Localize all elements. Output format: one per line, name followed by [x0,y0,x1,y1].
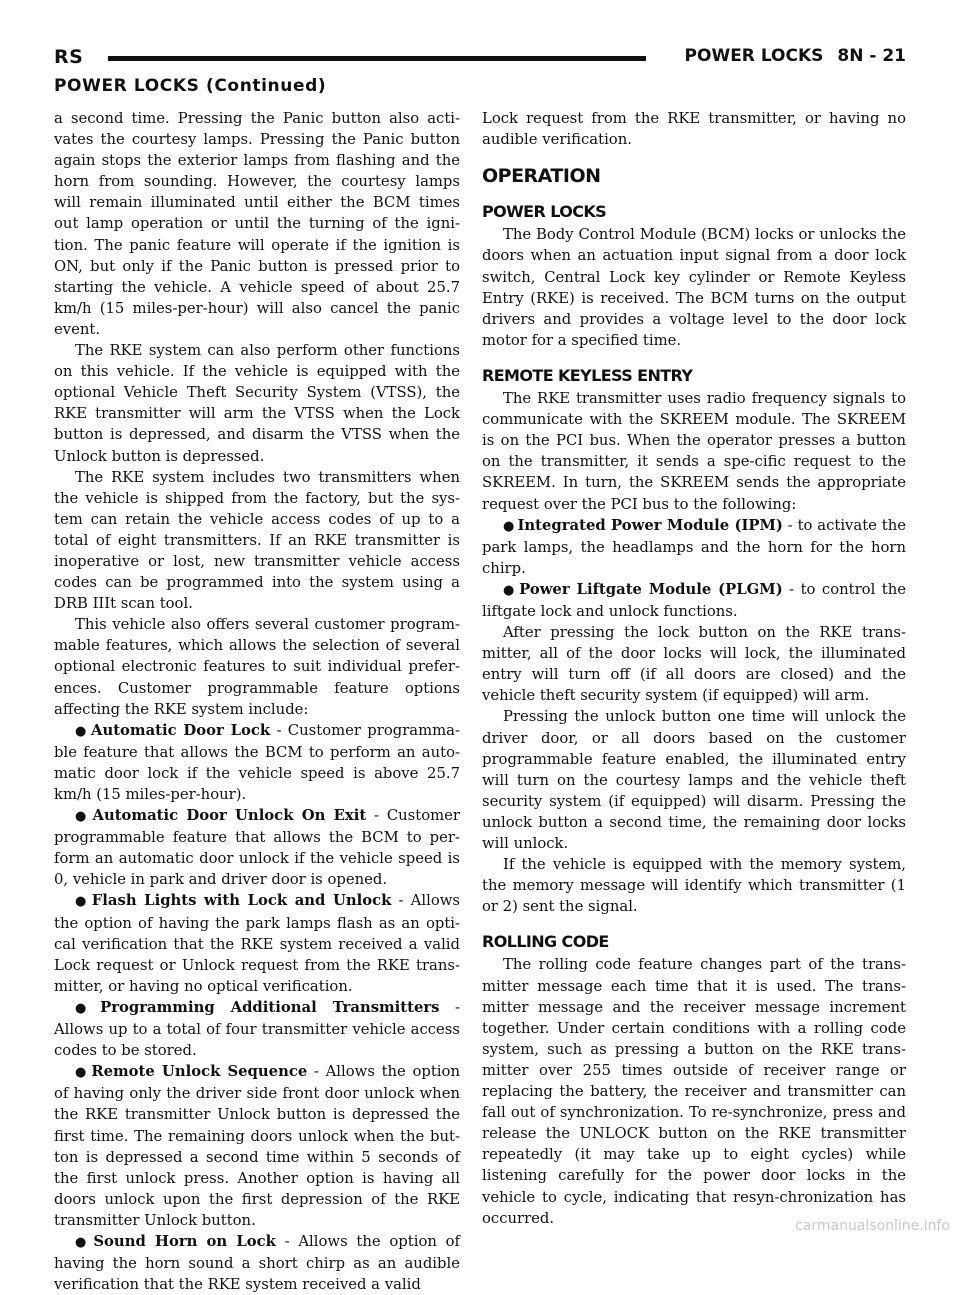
bullet-text: - to control the liftgate lock and unlock functions. [482,580,906,620]
header-title: POWER LOCKS [684,46,824,66]
section-continued-title: POWER LOCKS (Continued) [54,76,327,96]
bullet-item [54,1061,460,1231]
bullet-icon: ● [75,894,89,910]
left-column [54,108,460,1295]
bullet-item [54,805,460,890]
bullet-item [54,1231,460,1295]
watermark: carmanualsonline.info [795,1218,950,1234]
rolling-code-heading: ROLLING CODE [482,932,609,952]
bullet-icon: ● [75,1065,89,1081]
bullet-icon: ● [503,518,515,534]
bullet-term: Remote Unlock Sequence [91,1063,308,1081]
paragraph: After pressing the lock button on the RKE trans-mitter, all of the door locks will lock, the illuminated entry will turn off (if all doors are closed) and the vehicle theft security system (if equipped) will arm. [482,624,906,705]
bullet-term: Integrated Power Module (IPM) [517,516,783,534]
paragraph: If the vehicle is equipped with the memory system, the memory message will identify which transmitter (1 or 2) sent the signal. [482,856,906,916]
bullet-icon: ● [75,809,90,825]
paragraph: The RKE system can also perform other functions on this vehicle. If the vehicle is equipped with the optional Vehicle Theft Security System (VTSS), the RKE transmitter will arm the VTSS when the Lock button is depressed, and disarm the VTSS when the Unlock button is depressed. [54,342,460,465]
bullet-term: Automatic Door Lock [90,721,271,739]
bullet-term: Automatic Door Unlock On Exit [92,807,367,825]
header-title-group [685,46,906,66]
paragraph: Pressing the unlock button one time will unlock the driver door, or all doors based on the customer programmable feature enabled, the illuminated entry will turn on the courtesy lamps and the vehicle theft security system (if equipped) will disarm. Pressing the unlock button a second time, the remaining door locks will unlock. [482,708,906,852]
operation-heading: OPERATION [482,165,601,188]
paragraph: The Body Control Module (BCM) locks or unlocks the doors when an actuation input signal from a door lock switch, Central Lock key cylinder or Remote Keyless Entry (RKE) is received. The BCM turns on the output drivers and provides a voltage level to the door lock motor for a specified time. [482,226,906,349]
bullet-term: Programming Additional Transmitters [100,998,440,1016]
bullet-item [54,997,460,1061]
bullet-item [54,890,460,996]
bullet-text: - Allows the option of having only the driver side front door unlock when the RKE transmitter Unlock button is depressed the first time. The remaining doors unlock when the but-ton is depressed a second time within 5 seconds of the first unlock press. Another option is having all doors unlock upon the first depression of the RKE transmitter Unlock button. [54,1063,460,1229]
power-locks-heading: POWER LOCKS [482,202,607,222]
manual-code: RS [54,46,84,68]
paragraph: The rolling code feature changes part of the trans-mitter message each time that it is used. The trans-mitter message and the receiver message increment together. Under certain conditions with a rolling code system, such as pressing a button on the RKE trans-mitter over 255 times outside of receiver range or replacing the battery, the receiver and transmitter can fall out of synchronization. To re-synchronize, press and release the UNLOCK button on the RKE transmitter repeatedly (it may take up to eight cycles) while listening carefully for the power door locks in the vehicle to cycle, indicating that resyn-chronization has occurred. [482,956,906,1227]
bullet-text: - Allows the option of having the park lamps flash as an opti-cal verification that the RKE system received a valid Lock request or Unlock request from the RKE trans-mitter, or having no optical verification. [54,892,460,995]
bullet-term: Flash Lights with Lock and Unlock [91,892,392,910]
paragraph: Lock request from the RKE transmitter, or having no audible verification. [482,110,906,149]
bullet-icon: ● [75,1000,98,1016]
bullet-text: - Allows up to a total of four transmitter vehicle access codes to be stored. [54,998,460,1060]
bullet-text: - to activate the park lamps, the headlamps and the horn for the horn chirp. [482,516,906,577]
paragraph: The RKE system includes two transmitters when the vehicle is shipped from the factory, but the sys-tem can retain the vehicle access codes of up to a total of eight transmitters. If an RKE transmitter is inoperative or lost, new transmitter vehicle access codes can be programmed into the system using a DRB IIIt scan tool. [54,468,460,613]
bullet-term: Power Liftgate Module (PLGM) [519,580,783,598]
remote-keyless-entry-heading: REMOTE KEYLESS ENTRY [482,365,693,385]
bullet-text: - Customer programma-ble feature that allows the BCM to perform an auto-matic door lock if the vehicle speed is above 25.7 km/h (15 miles-per-hour). [54,721,461,803]
bullet-text: - Allows the option of having the horn sound a short chirp as an audible verification that the RKE system received a valid [54,1232,460,1294]
bullet-text: - Customer programmable feature that allows the BCM to per-form an automatic door unlock if the vehicle speed is 0, vehicle in park and driver door is opened. [54,807,460,889]
page-header [54,42,906,74]
bullet-term: Sound Horn on Lock [93,1232,276,1250]
right-column [482,108,906,1229]
paragraph: This vehicle also offers several customer program-mable features, which allows the selection of several optional electronic features to suit individual prefer-ences. Customer programmable feature options affecting the RKE system include: [54,616,460,718]
page-number: 8N - 21 [837,46,906,66]
bullet-item [482,579,906,622]
header-rule [108,56,646,61]
bullet-item [482,515,906,579]
bullet-icon: ● [503,582,517,598]
bullet-item [54,720,460,805]
paragraph: a second time. Pressing the Panic button also acti-vates the courtesy lamps. Pressing the Panic button again stops the exterior lamps from flashing and the horn from sounding. However, the courtesy lamps will remain illuminated until either the BCM times out lamp operation or until the turning of the igni-tion. The panic feature will operate if the ignition is ON, but only if the Panic button is pressed prior to starting the vehicle. A vehicle speed of about 25.7 km/h (15 miles-per-hour) will also cancel the panic event. [54,110,460,338]
paragraph: The RKE transmitter uses radio frequency signals to communicate with the SKREEM module. The SKREEM is on the PCI bus. When the operator presses a button on the transmitter, it sends a spe-cific request to the SKREEM. In turn, the SKREEM sends the appropriate request over the PCI bus to the following: [482,390,906,513]
bullet-icon: ● [75,723,88,739]
bullet-icon: ● [75,1234,91,1250]
